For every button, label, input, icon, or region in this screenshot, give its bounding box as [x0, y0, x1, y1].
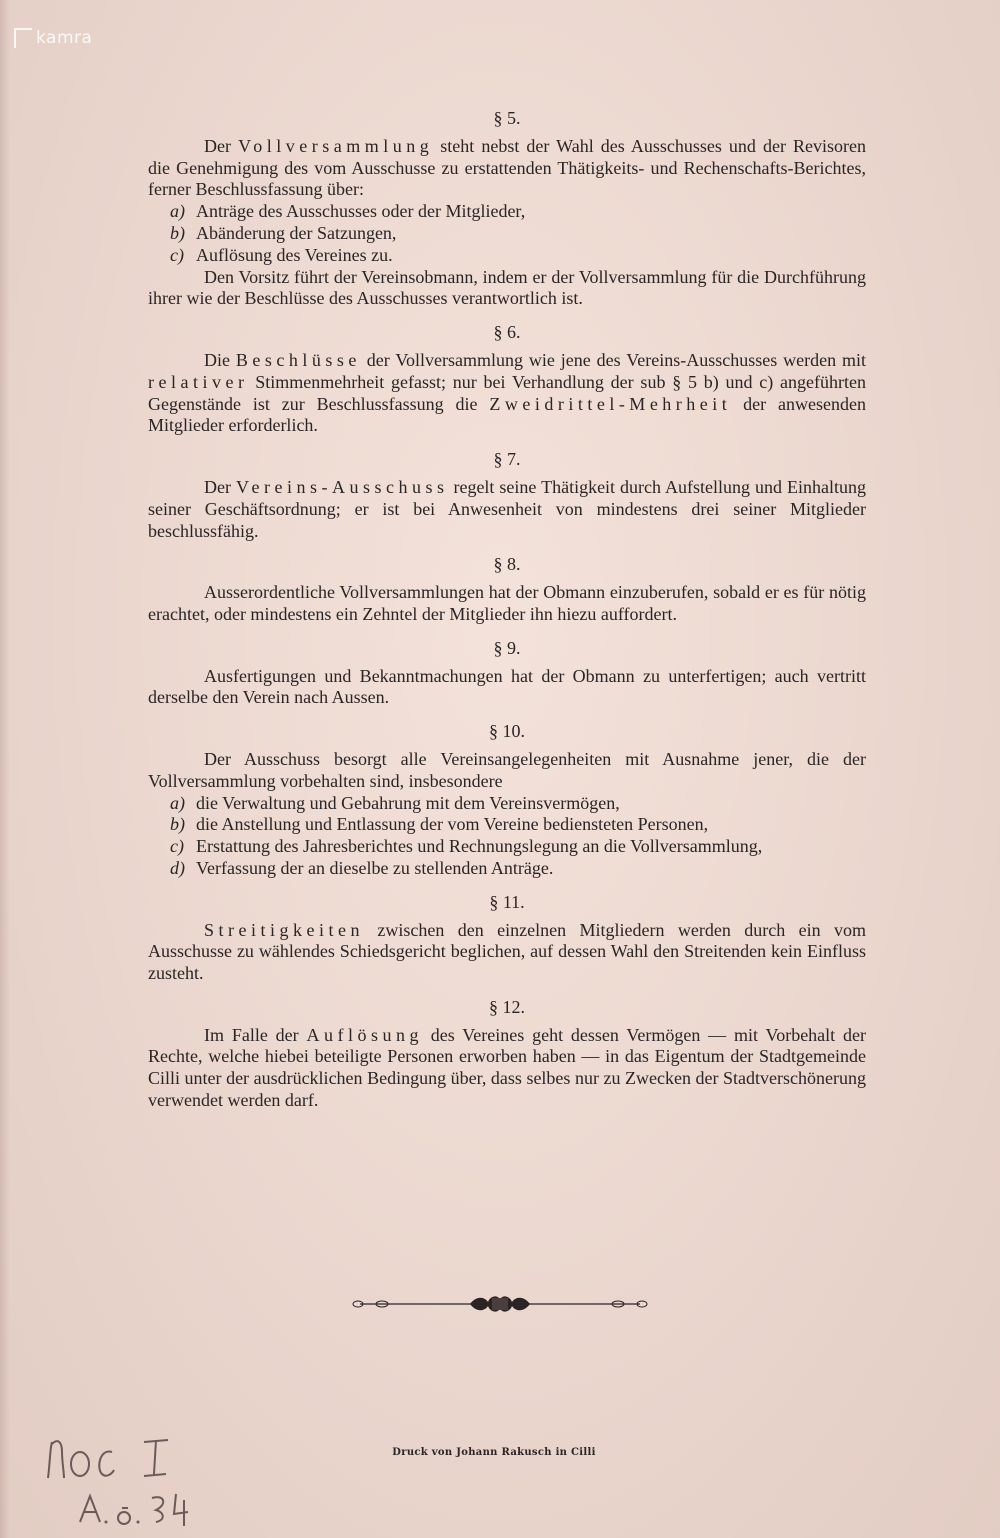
section-paragraph: Der Vollversammlung steht nebst der Wahl des Ausschusses und der Revisoren die Genehmigung des vom Ausschusse zu erstattenden Thätigkeits- und Rechenschafts-Berichtes, ferner Beschlussfassung über:: [148, 135, 866, 200]
page-edge-shadow: [0, 0, 10, 1538]
watermark-logo-icon: [14, 28, 32, 48]
section-heading: § 6.: [493, 322, 521, 343]
section-paragraph: Den Vorsitz führt der Vereinsobmann, indem er der Vollversammlung für die Durchführung ihrer wie der Beschlüsse des Ausschusses verantwortlich ist.: [148, 266, 866, 309]
list-item: a) Anträge des Ausschusses oder der Mitglieder,: [170, 201, 526, 222]
section-heading: § 9.: [493, 637, 521, 658]
section-paragraph: Die Beschlüsse der Vollversammlung wie jene des Vereins-Ausschusses werden mit relativer Stimmenmehrheit gefasst; nur bei Verhandlung der sub § 5 b) und c) angeführten Gegenstände ist zur Beschlussfassung die Zweidrittel-Mehrheit der anwesenden Mitglieder erforderlich.: [148, 349, 867, 436]
section-heading: § 8.: [493, 554, 521, 575]
section-heading: § 7.: [493, 449, 521, 470]
section-paragraph: Der Vereins-Ausschuss regelt seine Thätigkeit durch Aufstellung und Einhaltung seiner Geschäftsordnung; er ist bei Anwesenheit von mindestens drei seiner Mitglieder beschlussfähig.: [148, 476, 866, 541]
section-7: [148, 449, 866, 542]
watermark-text: kamra: [36, 28, 93, 48]
statute-text: [148, 108, 866, 1124]
list-item: c) Erstattung des Jahresberichtes und Rechnungslegung an die Vollversammlung,: [170, 836, 763, 857]
section-11: [148, 892, 866, 985]
section-heading: § 11.: [489, 891, 525, 912]
section-paragraph: Der Ausschuss besorgt alle Vereinsangelegenheiten mit Ausnahme jener, die der Vollversammlung vorbehalten sind, insbesondere: [148, 748, 866, 791]
section-10: [148, 721, 866, 880]
handwritten-archive-mark-icon: [40, 1428, 180, 1488]
section-paragraph: Im Falle der Auflösung des Vereines geht dessen Vermögen — mit Vorbehalt der Rechte, welche hiebei beteiligte Personen erworben haben — in das Eigentum der Stadtgemeinde Cilli unter der ausdrücklichen Bedingung über, dass selbes nur zu Zwecken der Stadtverschönerung verwendet werden darf.: [148, 1024, 866, 1111]
ornament-divider-icon: [352, 1292, 648, 1316]
section-heading: § 12.: [489, 996, 525, 1017]
list-item: c) Auflösung des Vereines zu.: [170, 244, 393, 265]
list-item: d) Verfassung der an dieselbe zu stellenden Anträge.: [170, 857, 554, 878]
list-item: a) die Verwaltung und Gebahrung mit dem Vereinsvermögen,: [170, 792, 620, 813]
watermark: [14, 28, 92, 48]
section-heading: § 5.: [493, 108, 521, 128]
section-5: [148, 108, 866, 310]
section-paragraph: Streitigkeiten zwischen den einzelnen Mitgliedern werden durch ein vom Ausschusse zu wählendes Schiedsgericht beglichen, auf dessen Wahl den Streitenden kein Einfluss zusteht.: [148, 919, 866, 984]
section-paragraph: Ausserordentliche Vollversammlungen hat der Obmann einzuberufen, sobald er es für nötig erachtet, oder mindestens ein Zehntel der Mitglieder ihn hiezu auffordert.: [148, 582, 866, 624]
list-item: b) die Anstellung und Entlassung der vom Vereine bediensteten Personen,: [170, 814, 709, 835]
list-item: b) Abänderung der Satzungen,: [170, 222, 397, 243]
section-heading: § 10.: [489, 721, 525, 742]
section-8: [148, 554, 866, 625]
section-12: [148, 997, 866, 1112]
section-9: [148, 638, 866, 709]
section-6: [148, 322, 866, 437]
section-paragraph: Ausfertigungen und Bekanntmachungen hat der Obmann zu unterfertigen; auch vertritt derselbe den Verein nach Aussen.: [148, 665, 866, 708]
printer-imprint: Druck von Johann Rakusch in Cilli: [392, 1447, 596, 1458]
handwritten-reference-icon: [76, 1488, 196, 1528]
